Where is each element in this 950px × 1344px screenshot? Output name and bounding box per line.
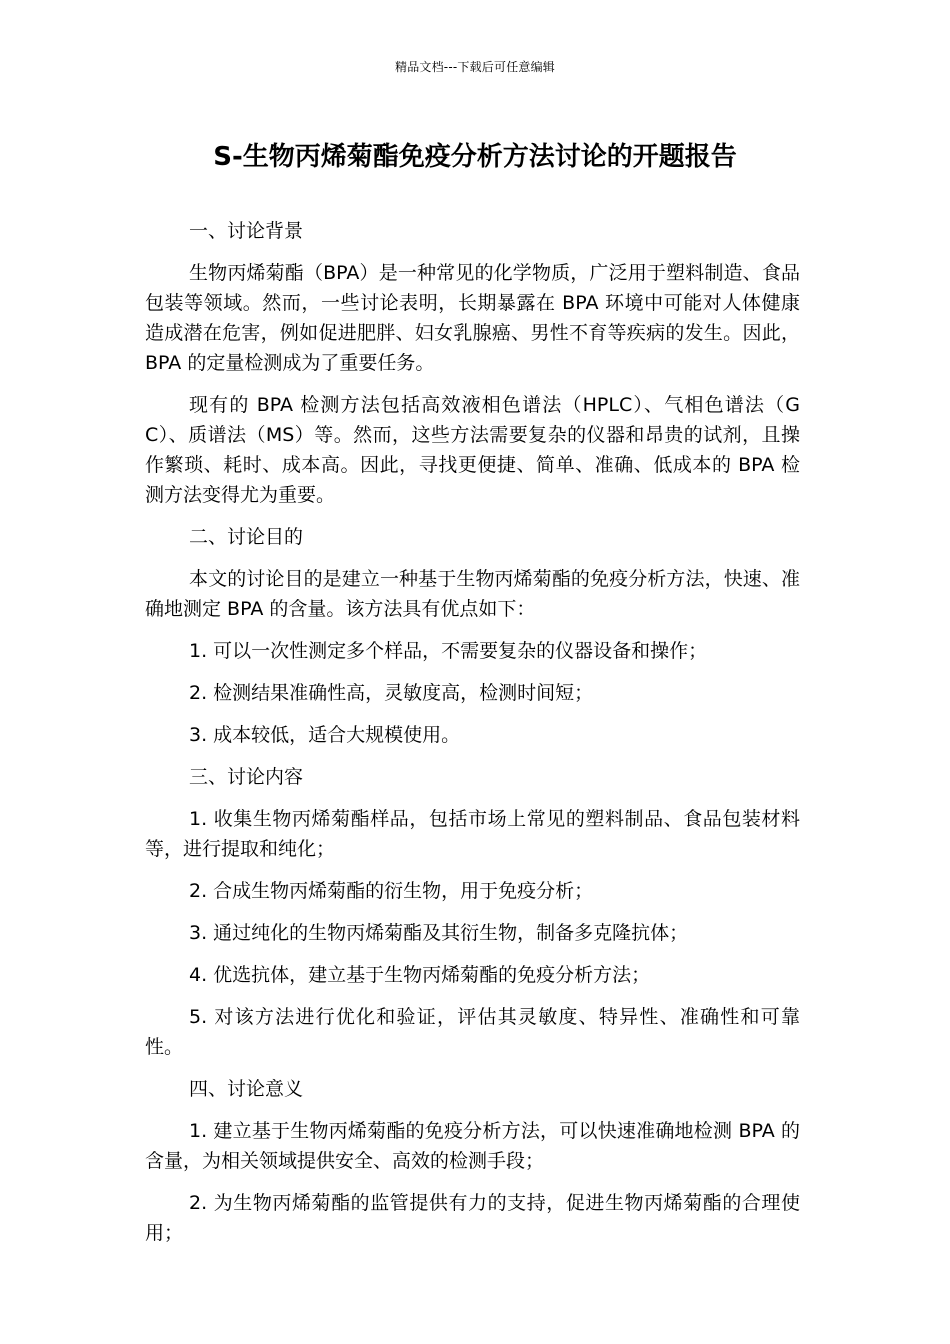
section-heading-purpose: 二、讨论目的 xyxy=(189,526,304,548)
list-item-content-3: 3. 通过纯化的生物丙烯菊酯及其衍生物，制备多克隆抗体； xyxy=(189,922,689,944)
document-title: S-生物丙烯菊酯免疫分析方法讨论的开题报告 xyxy=(213,142,737,172)
list-item-content-5: 5. 对该方法进行优化和验证，评估其灵敏度、特异性、准确性和可靠性。 xyxy=(145,1006,800,1058)
paragraph-purpose: 本文的讨论目的是建立一种基于生物丙烯菊酯的免疫分析方法，快速、准确地测定 BPA 的含量。该方法具有优点如下： xyxy=(145,568,800,620)
list-item-content-4: 4. 优选抗体，建立基于生物丙烯菊酯的免疫分析方法； xyxy=(189,964,651,986)
paragraph-bpa-intro: 生物丙烯菊酯（BPA）是一种常见的化学物质，广泛用于塑料制造、食品包装等领域。然而，一些讨论表明，长期暴露在 BPA 环境中可能对人体健康造成潜在危害，例如促进肥胖、妇女乳腺癌、男性不育等疾病的发生。因此，BPA 的定量检测成为了重要任务。 xyxy=(145,262,800,374)
list-item-content-1: 1. 收集生物丙烯菊酯样品，包括市场上常见的塑料制品、食品包装材料等，进行提取和纯化； xyxy=(145,808,800,860)
list-item-advantage-1: 1. 可以一次性测定多个样品，不需要复杂的仪器设备和操作； xyxy=(189,640,708,662)
list-item-advantage-2: 2. 检测结果准确性高，灵敏度高，检测时间短； xyxy=(189,682,594,704)
list-item-significance-1: 1. 建立基于生物丙烯菊酯的免疫分析方法，可以快速准确地检测 BPA 的含量，为相关领域提供安全、高效的检测手段； xyxy=(145,1120,800,1172)
section-heading-background: 一、讨论背景 xyxy=(189,220,304,242)
section-heading-significance: 四、讨论意义 xyxy=(189,1078,304,1100)
list-item-content-2: 2. 合成生物丙烯菊酯的衍生物，用于免疫分析； xyxy=(189,880,594,902)
section-heading-content: 三、讨论内容 xyxy=(189,766,304,788)
paragraph-existing-methods: 现有的 BPA 检测方法包括高效液相色谱法（HPLC）、气相色谱法（GC）、质谱法（MS）等。然而，这些方法需要复杂的仪器和昂贵的试剂，且操作繁琐、耗时、成本高。因此，寻找更便捷、简单、准确、低成本的 BPA 检测方法变得尤为重要。 xyxy=(145,394,800,506)
header-note: 精品文档---下载后可任意编辑 xyxy=(395,60,555,74)
list-item-significance-2: 2. 为生物丙烯菊酯的监管提供有力的支持，促进生物丙烯菊酯的合理使用； xyxy=(145,1192,800,1244)
document-body xyxy=(145,216,800,1260)
list-item-advantage-3: 3. 成本较低，适合大规模使用。 xyxy=(189,724,461,746)
